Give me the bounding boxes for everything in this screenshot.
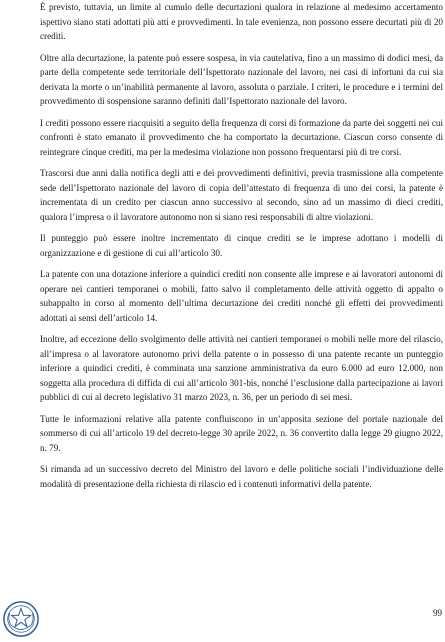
- paragraph-6: La patente con una dotazione inferiore a quindici crediti non consente alle imprese e ai lavoratori autonomi di operare nei cantieri temporanei o mobili, fatto salvo il completamento delle attività oggetto di appalto o subappalto in corso al momento dell’ultima decurtazione dei crediti nonché gli effetti dei provvedimenti adottati ai sensi dell’articolo 14.: [40, 269, 443, 323]
- paragraph-1: È previsto, tuttavia, un limite al cumulo delle decurtazioni qualora in relazione al medesimo accertamento ispettivo siano stati adottati più atti e provvedimenti. In tale evenienza, non possono essere decurtati più di 20 crediti.: [40, 2, 443, 41]
- page-number: 99: [433, 608, 442, 618]
- paragraph-7: Inoltre, ad eccezione dello svolgimento delle attività nei cantieri temporanei o mobili nelle more del rilascio, all’impresa o al lavoratore autonomo privi della patente o in possesso di una patente recante un punteggio inferiore a quindici crediti, è comminata una sanzione amministrativa da euro 6.000 ad euro 12.000, non soggetta alla procedura di diffida di cui all’articolo 301-bis, nonché l’esclusione dalla partecipazione ai lavori pubblici di cui al decreto legislativo 31 marzo 2023, n. 36, per un periodo di sei mesi.: [40, 334, 443, 402]
- paragraph-5: Il punteggio può essere inoltre incrementato di cinque crediti se le imprese adottano i modelli di organizzazione e di gestione di cui all’articolo 30.: [40, 233, 443, 258]
- paragraph-9: Si rimanda ad un successivo decreto del Ministro del lavoro e delle politiche sociali l’individuazione delle modalità di presentazione della richiesta di rilascio ed i contenuti informativi della patente.: [40, 464, 443, 489]
- paragraph-3: I crediti possono essere riacquisiti a seguito della frequenza di corsi di formazione da parte dei soggetti nei cui confronti è stato emanato il provvedimento che ha comportato la decurtazione. Ciascun corso consente di reintegrare cinque crediti, ma per la medesima violazione non possono frequentarsi più di tre corsi.: [40, 117, 443, 157]
- paragraph-8: Tutte le informazioni relative alla patente confluiscono in un’apposita sezione del portale nazionale del sommerso di cui all’articolo 19 del decreto-legge 30 aprile 2022, n. 36 convertito dalla legge 29 giugno 2022, n. 79.: [40, 413, 443, 453]
- republic-emblem-icon: [2, 600, 40, 638]
- body-text: [40, 0, 443, 498]
- paragraph-2: Oltre alla decurtazione, la patente può essere sospesa, in via cautelativa, fino a un massimo di dodici mesi, da parte della competente sede territoriale dell’Ispettorato nazionale del lavoro, nei casi di infortuni da cui sia derivata la morte o un’inabilità permanente al lavoro, assoluta o parziale. I criteri, le procedure e i termini del provvedimento di sospensione saranno definiti dall’Ispettorato nazionale del lavoro.: [40, 52, 443, 106]
- paragraph-4: Trascorsi due anni dalla notifica degli atti e dei provvedimenti definitivi, previa trasmissione alla competente sede dell’Ispettorato nazionale del lavoro di copia dell’attestato di frequenza di uno dei corsi, la patente è incrementata di un credito per ciascun anno successivo al secondo, sino ad un massimo di dieci crediti, qualora l’impresa o il lavoratore autonomo non si siano resi responsabili di altre violazioni.: [40, 168, 443, 222]
